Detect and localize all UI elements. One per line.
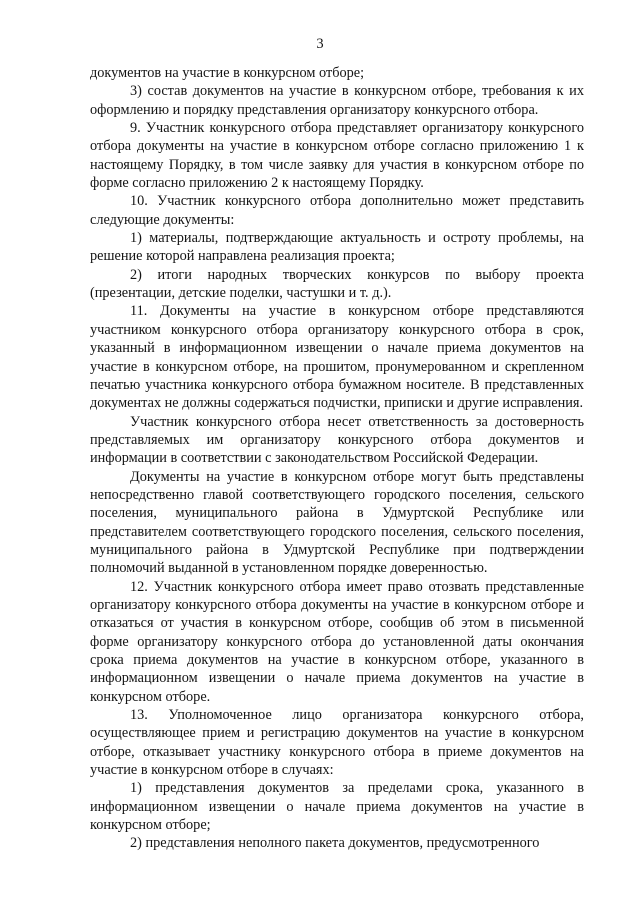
paragraph-clause-12: 12. Участник конкурсного отбора имеет право отозвать представленные организатору конкурсного отбора документы на участие в конкурсном отборе и отказаться от участия в конкурсном отборе, сообщив об этом в письменной форме организатору конкурсного отбора до установленной даты окончания срока приема документов на участие в конкурсном отборе, указанного в информационном извещении о начале приема документов на участие в конкурсном отборе.: [90, 578, 584, 705]
paragraph-clause-11: 11. Документы на участие в конкурсном отборе представляются участником конкурсного отбора организатору конкурсного отбора в срок, указанный в информационном извещении о начале приема документов на участие в конкурсном отборе, на прошитом, пронумерованном и скрепленном печатью участника конкурсного отбора бумажном носителе. В представленных документах не должны содержаться подчистки, приписки и другие исправления.: [90, 303, 584, 412]
paragraph-item-3: 3) состав документов на участие в конкурсном отборе, требования к их оформлению и порядку представления организатору конкурсного отбора.: [90, 83, 584, 118]
paragraph-clause-10: 10. Участник конкурсного отбора дополнительно может представить следующие документы:: [90, 193, 584, 228]
paragraph-clause-10-item-2: 2) итоги народных творческих конкурсов по выбору проекта (презентации, детские поделки, частушки и т. д.).: [90, 266, 584, 302]
paragraph-clause-13-item-1: 1) представления документов за пределами срока, указанного в информационном извещении о начале приема документов на участие в конкурсном отборе;: [90, 780, 584, 834]
paragraph-responsibility: Участник конкурсного отбора несет ответственность за достоверность представляемых им организатору конкурсного отбора документов и информации в соответствии с законодательством Российской Федерации.: [90, 413, 584, 467]
paragraph-continuation: документов на участие в конкурсном отборе;: [90, 65, 365, 81]
paragraph-clause-9: 9. Участник конкурсного отбора представляет организатору конкурсного отбора документы на участие в конкурсном отборе согласно приложению 1 к настоящему Порядку, в том числе заявку для участия в конкурсном отборе по форме согласно приложению 2 к настоящему Порядку.: [90, 120, 584, 192]
paragraph-clause-13: 13. Уполномоченное лицо организатора конкурсного отбора, осуществляющее прием и регистрацию документов на участие в конкурсном отборе, отказывает участнику конкурсного отбора в приеме документов на участие в конкурсном отборе в случаях:: [90, 707, 584, 779]
paragraph-clause-13-item-2: 2) представления неполного пакета документов, предусмотренного: [130, 835, 540, 852]
paragraph-clause-10-item-1: 1) материалы, подтверждающие актуальность и остроту проблемы, на решение которой направлена реализация проекта;: [90, 230, 584, 265]
page-number: 3: [316, 36, 324, 52]
paragraph-representation: Документы на участие в конкурсном отборе могут быть представлены непосредственно главой соответствующего городского поселения, сельского поселения, муниципального района в Удмуртской Республике или представителем соответствующего городского поселения, сельского поселения, муниципального района в Удмуртской Республике при подтверждении полномочий выданной в установленном порядке доверенностью.: [90, 468, 584, 577]
document-body: [90, 64, 584, 853]
